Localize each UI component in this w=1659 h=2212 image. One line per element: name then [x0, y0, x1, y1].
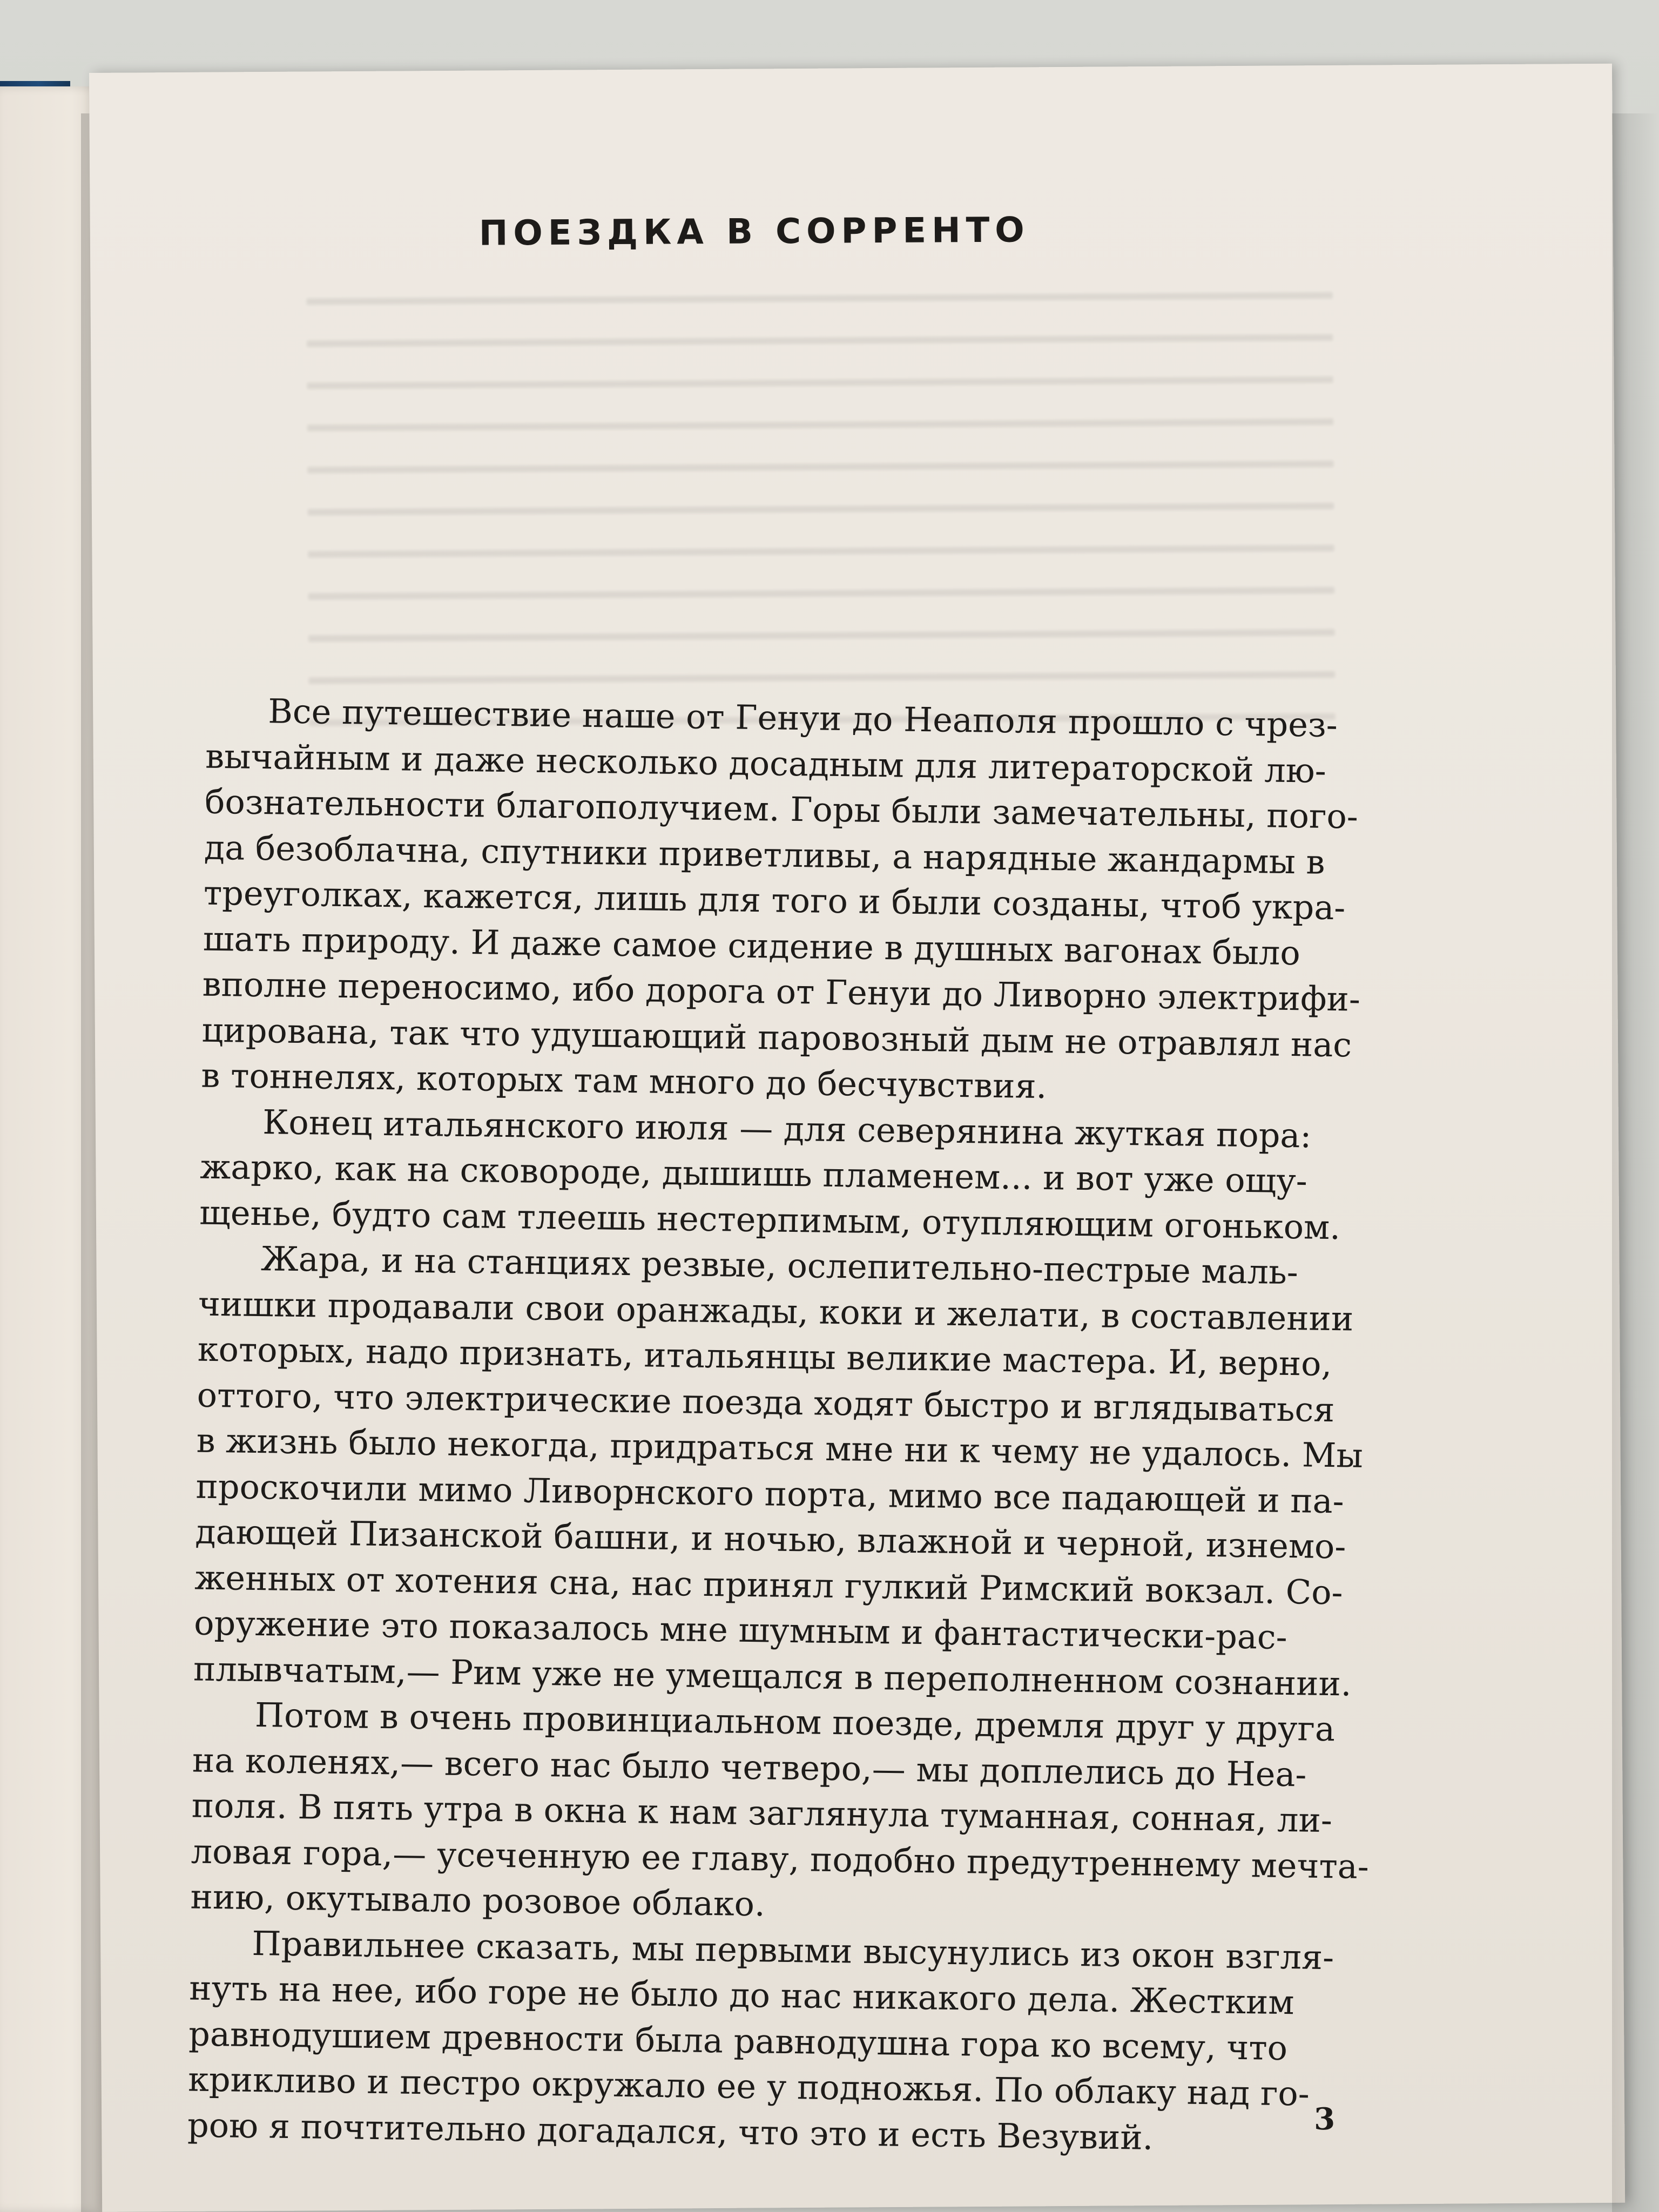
show-through-text [307, 292, 1336, 731]
text-line: рою я почтительно догадался, что это и есть Везувий. [187, 2105, 1154, 2157]
text-line: чишки продавали свои оранжады, коки и желати, в составлении [198, 1284, 1354, 1339]
text-line: женных от хотения сна, нас принял гулкий Римский вокзал. Со- [194, 1557, 1344, 1612]
page-content [89, 64, 1625, 2212]
text-line: оттого, что электрические поезда ходят быстро и вглядываться [197, 1375, 1335, 1429]
text-line: Все путешествие наше от Генуи до Неаполя прошло с чрез- [267, 691, 1338, 745]
text-line: проскочили мимо Ливорнского порта, мимо все падающей и па- [195, 1466, 1345, 1521]
text-line: дающей Пизанской башни, и ночью, влажной и черной, изнемо- [195, 1512, 1346, 1567]
text-line: поля. В пять утра в окна к нам заглянула туманная, сонная, ли- [191, 1785, 1333, 1840]
text-line: нуть на нее, ибо горе не было до нас никакого дела. Жестким [188, 1968, 1295, 2022]
text-line: плывчатым,— Рим уже не умещался в переполненном сознании. [193, 1649, 1352, 1704]
text-line: шать природу. И даже самое сидение в душных вагонах было [203, 919, 1301, 973]
text-line: да безоблачна, спутники приветливы, а нарядные жандармы в [204, 827, 1325, 882]
text-line: нию, окутывало розовое облако. [190, 1877, 766, 1924]
body-text [187, 688, 1481, 2165]
text-line: треуголках, кажется, лишь для того и были созданы, чтоб укра- [203, 873, 1346, 928]
text-line: цирована, так что удушающий паровозный дым не отравлял нас [201, 1010, 1352, 1065]
text-line: вычайным и даже несколько досадным для литераторской лю- [205, 736, 1327, 791]
text-line: щенье, будто сам тлеешь нестерпимым, отупляющим огоньком. [199, 1192, 1341, 1247]
page-number: 3 [1313, 2101, 1336, 2137]
text-line: в жизнь было некогда, придраться мне ни к чему не удалось. Мы [196, 1420, 1364, 1475]
text-line: на коленях,— всего нас было четверо,— мы доплелись до Неа- [192, 1740, 1307, 1795]
text-line: Конец итальянского июля — для северянина жуткая пора: [262, 1102, 1312, 1156]
text-line: оружение это показалось мне шумным и фантастически-рас- [193, 1603, 1288, 1657]
page-edge-shadow [1612, 113, 1659, 2212]
text-line: в тоннелях, которых там много до бесчувствия. [201, 1055, 1047, 1107]
text-line: крикливо и пестро окружало ее у подножья. По облаку над го- [187, 2059, 1310, 2114]
book-page [89, 64, 1625, 2212]
text-line: Правильнее сказать, мы первыми высунулись из окон взгля- [252, 1923, 1334, 1977]
text-line: жарко, как на сковороде, дышишь пламенем... и вот уже ощу- [199, 1147, 1308, 1201]
text-line: вполне переносимо, ибо дорога от Генуи до Ливорно электрифи- [202, 964, 1361, 1019]
text-line: ловая гора,— усеченную ее главу, подобно предутреннему мечта- [191, 1831, 1370, 1886]
text-line: которых, надо признать, итальянцы великие мастера. И, верно, [197, 1329, 1332, 1384]
chapter-title: ПОЕЗДКА В СОРРЕНТО [478, 210, 1030, 254]
text-line: Потом в очень провинциальном поезде, дремля друг у друга [254, 1695, 1336, 1749]
text-line: равнодушием древности была равнодушна гора ко всему, что [188, 2013, 1288, 2068]
text-line: Жара, и на станциях резвые, ослепительно-пестрые маль- [260, 1239, 1299, 1292]
text-line: бознательности благополучием. Горы были замечательны, пого- [204, 781, 1359, 837]
